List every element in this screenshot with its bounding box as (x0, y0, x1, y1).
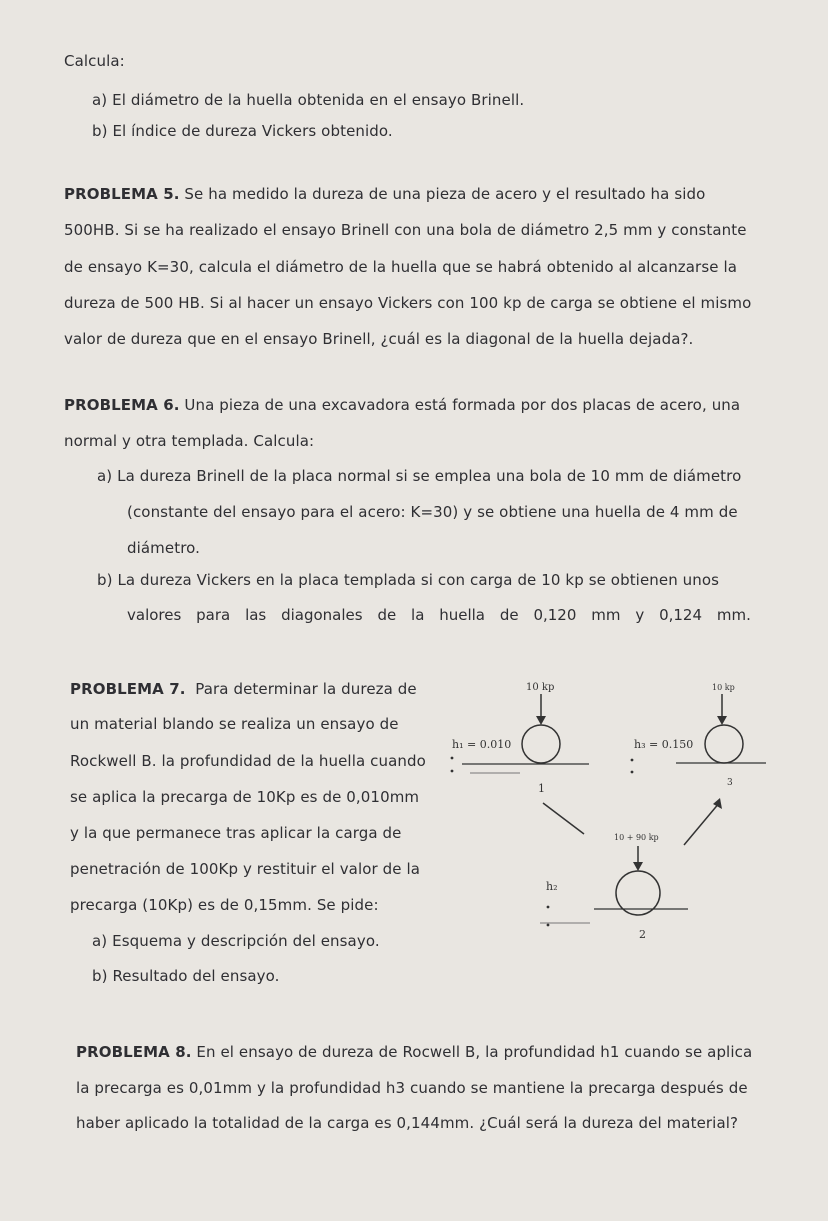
problem-5-line-3: de ensayo K=30, calcula el diámetro de la huella que se habrá obtenido al alcanzarse la (64, 258, 737, 276)
problem-6-item-a-1: a) La dureza Brinell de la placa normal si se emplea una bola de 10 mm de diámetro (97, 467, 742, 485)
stage-3 (631, 683, 766, 788)
problem-5-line-2: 500HB. Si se ha realizado el ensayo Brinell con una bola de diámetro 2,5 mm y constante (64, 221, 747, 239)
problem-7-line-7: precarga (10Kp) es de 0,15mm. Se pide: (70, 896, 379, 914)
problem-7-line-4: se aplica la precarga de 10Kp es de 0,010mm (70, 788, 420, 806)
justified-word: para (196, 606, 231, 624)
intro-item-a: a) El diámetro de la huella obtenida en el ensayo Brinell. (92, 91, 525, 109)
problem-5-text-1: Se ha medido la dureza de una pieza de acero y el resultado ha sido (184, 185, 706, 203)
stage-3-ball-icon (705, 725, 743, 763)
problem-7-text-1: Para determinar la dureza de (195, 680, 417, 698)
stage-3-number: 3 (727, 778, 733, 788)
problem-5-label: PROBLEMA 5. (64, 185, 180, 203)
problem-7-line-2: un material blando se realiza un ensayo de (70, 715, 399, 733)
problem-7-line-5: y la que permanece tras aplicar la carga de (70, 824, 402, 842)
stage-2 (540, 833, 688, 941)
problem-6-item-a-3: diámetro. (127, 539, 201, 557)
justified-word: la (411, 606, 425, 624)
stage-3-load-label: 10 kp (712, 683, 735, 692)
problem-7-item-b: b) Resultado del ensayo. (92, 967, 280, 985)
justified-word: 0,124 (659, 606, 703, 624)
problem-8-text-1: En el ensayo de dureza de Rocwell B, la profundidad h1 cuando se aplica (196, 1043, 753, 1061)
arrow-2-to-3-head-icon (713, 798, 722, 809)
problem-8-line-2: la precarga es 0,01mm y la profundidad h3 cuando se mantiene la precarga después de (76, 1079, 748, 1097)
justified-word: diagonales (281, 606, 363, 624)
problem-8-line-1 (76, 1043, 752, 1061)
intro-heading: Calcula: (64, 52, 125, 70)
problem-7-line-3: Rockwell B. la profundidad de la huella cuando (70, 752, 426, 770)
justified-word: las (245, 606, 267, 624)
problem-5-line-4: dureza de 500 HB. Si al hacer un ensayo Vickers con 100 kp de carga se obtiene el mismo (64, 294, 752, 312)
problem-6-label: PROBLEMA 6. (64, 396, 180, 414)
problem-8-line-3: haber aplicado la totalidad de la carga es 0,144mm. ¿Cuál será la dureza del material? (76, 1114, 739, 1132)
stage-1-ball-icon (522, 725, 560, 763)
problem-6-text-1: Una pieza de una excavadora está formada por dos placas de acero, una (184, 396, 741, 414)
stage-2-load-label: 10 + 90 kp (614, 833, 659, 842)
intro-item-b: b) El índice de dureza Vickers obtenido. (92, 122, 393, 140)
justified-word: huella (439, 606, 486, 624)
problem-6-item-b-1: b) La dureza Vickers en la placa templada si con carga de 10 kp se obtienen unos (97, 571, 720, 589)
justified-word: y (635, 606, 645, 624)
problem-6-line-2: normal y otra templada. Calcula: (64, 432, 315, 450)
problem-7-line-6: penetración de 100Kp y restituir el valor de la (70, 860, 421, 878)
stage-1-number: 1 (538, 782, 545, 795)
problem-7-label: PROBLEMA 7. (70, 680, 186, 698)
problem-8-label: PROBLEMA 8. (76, 1043, 192, 1061)
justified-word: de (377, 606, 397, 624)
arrow-2-to-3 (684, 802, 720, 845)
stage-2-depth-label: h₂ (546, 880, 558, 893)
problem-6-item-a-2: (constante del ensayo para el acero: K=30) y se obtiene una huella de 4 mm de (127, 503, 738, 521)
stage-1-load-arrow-icon (536, 716, 546, 725)
stage-2-load-arrow-icon (633, 862, 643, 871)
justified-word: mm. (716, 606, 751, 624)
justified-word: mm (591, 606, 621, 624)
stage-3-load-arrow-icon (717, 716, 727, 725)
problem-7-item-a: a) Esquema y descripción del ensayo. (92, 932, 380, 950)
justified-word: de (499, 606, 519, 624)
arrow-1-to-2 (543, 803, 584, 834)
stage-1-load-label: 10 kp (526, 682, 555, 693)
stage-1-depth-label: h₁ = 0.010 (452, 738, 512, 751)
stage-1 (451, 682, 589, 795)
problem-5-line-5: valor de dureza que en el ensayo Brinell, ¿cuál es la diagonal de la huella dejada?. (64, 330, 694, 348)
stage-3-depth-label: h₃ = 0.150 (634, 738, 694, 751)
justified-word: 0,120 (533, 606, 577, 624)
justified-word: valores (127, 606, 182, 624)
stage-2-number: 2 (639, 928, 646, 941)
